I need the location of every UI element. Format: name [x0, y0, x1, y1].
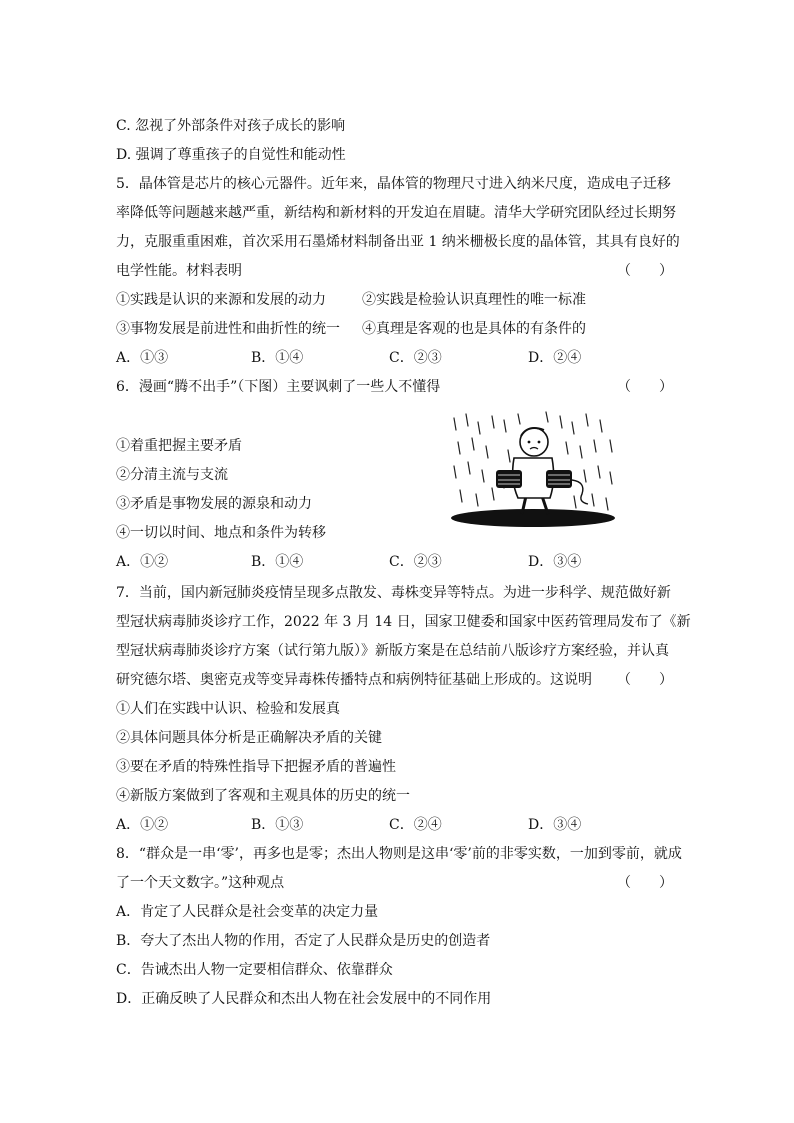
q7-option-b: B．①③ [251, 817, 304, 833]
q7-item-2: ②具体问题具体分析是正确解决矛盾的关键 [116, 730, 382, 746]
q8-stem-line-1: 8．“群众是一串‘零’，再多也是零；杰出人物则是这串‘零’前的非零实数，一加到零前，就成 [116, 846, 682, 862]
q5-item-4: ④真理是客观的也是具体的有条件的 [362, 321, 586, 337]
q5-item-2: ②实践是检验认识真理性的唯一标准 [362, 292, 586, 308]
q8-choice-b: B．夸大了杰出人物的作用，否定了人民群众是历史的创造者 [116, 933, 491, 949]
q6-option-c: C．②③ [389, 554, 442, 570]
q6-item-1: ①着重把握主要矛盾 [116, 438, 242, 454]
q6-item-2: ②分清主流与支流 [116, 467, 228, 483]
q5-item-3: ③事物发展是前进性和曲折性的统一 [116, 321, 340, 337]
q7-stem-line-1: 7．当前，国内新冠肺炎疫情呈现多点散发、毒株变异等特点。为进一步科学、规范做好新 [116, 585, 671, 601]
q4-choice-c: C. 忽视了外部条件对孩子成长的影响 [116, 118, 346, 134]
q5-option-d: D．②④ [528, 350, 582, 366]
q7-stem-line-2: 型冠状病毒肺炎诊疗工作，2022 年 3 月 14 日，国家卫健委和国家中医药管理局发布了《新 [116, 614, 691, 630]
right-bundle [546, 470, 572, 488]
q6-option-a: A．①② [116, 554, 169, 570]
q5-item-1: ①实践是认识的来源和发展的动力 [116, 292, 326, 308]
q5-answer-bracket: （ ） [617, 263, 673, 279]
q5-stem-line-4: 电学性能。材料表明 [116, 263, 242, 279]
q5-option-c: C．②③ [389, 350, 442, 366]
q4-choice-d: D. 强调了尊重孩子的自觉性和能动性 [116, 147, 346, 163]
q7-answer-bracket: （ ） [617, 672, 673, 688]
q7-stem-line-3: 型冠状病毒肺炎诊疗方案（试行第九版）》新版方案是在总结前八版诊疗方案经验，并认真 [116, 643, 669, 659]
q6-answer-bracket: （ ） [617, 379, 673, 395]
q6-item-3: ③矛盾是事物发展的源泉和动力 [116, 496, 312, 512]
q7-stem-line-4: 研究德尔塔、奥密克戎等变异毒株传播特点和病例特征基础上形成的。这说明 [116, 672, 592, 688]
q7-item-3: ③要在矛盾的特殊性指导下把握矛盾的普遍性 [116, 759, 396, 775]
q5-option-b: B．①④ [251, 350, 304, 366]
q7-option-a: A．①② [116, 817, 169, 833]
q5-stem-line-3: 力，克服重重困难，首次采用石墨烯材料制备出亚 1 纳米栅极长度的晶体管，其具有良好的 [116, 234, 680, 250]
left-bundle [496, 470, 522, 488]
q8-choice-c: C．告诫杰出人物一定要相信群众、依靠群众 [116, 962, 393, 978]
q7-option-d: D．③④ [528, 817, 582, 833]
puddle [451, 509, 615, 527]
q8-stem-line-2: 了一个天文数字。”这种观点 [116, 875, 285, 891]
q6-stem: 6．漫画“腾不出手”（下图）主要讽刺了一些人不懂得 [116, 379, 441, 395]
q5-stem-line-1: 5．晶体管是芯片的核心元器件。近年来，晶体管的物理尺寸进入纳米尺度，造成电子迁移 [116, 176, 671, 192]
q7-item-1: ①人们在实践中认识、检验和发展真 [116, 701, 340, 717]
q7-item-4: ④新版方案做到了客观和主观具体的历史的统一 [116, 788, 410, 804]
q8-answer-bracket: （ ） [617, 875, 673, 891]
q8-choice-d: D．正确反映了人民群众和杰出人物在社会发展中的不同作用 [116, 991, 492, 1007]
q6-option-b: B．①④ [251, 554, 304, 570]
q6-option-d: D．③④ [528, 554, 582, 570]
q5-option-a: A．①③ [116, 350, 169, 366]
q7-option-c: C．②④ [389, 817, 442, 833]
q6-item-4: ④一切以时间、地点和条件为转移 [116, 525, 326, 541]
q8-choice-a: A．肯定了人民群众是社会变革的决定力量 [116, 904, 379, 920]
cartoon-man-in-rain-icon [448, 410, 618, 530]
q5-stem-line-2: 率降低等问题越来越严重，新结构和新材料的开发迫在眉睫。清华大学研究团队经过长期努 [116, 205, 676, 221]
